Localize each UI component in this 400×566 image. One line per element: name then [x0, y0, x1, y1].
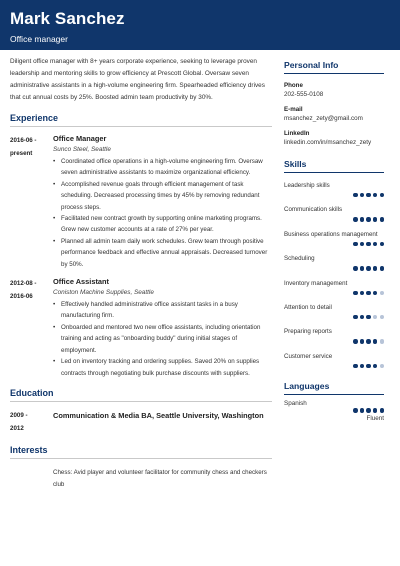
rating-dot-filled — [366, 242, 370, 246]
education-heading: Education — [10, 388, 272, 402]
skill-label: Attention to detail — [284, 303, 332, 311]
rating-dot-filled — [353, 364, 357, 368]
candidate-role: Office manager — [10, 34, 68, 44]
rating-dot-filled — [360, 339, 364, 343]
job-title: Office Manager — [53, 134, 107, 143]
rating-dot-filled — [380, 193, 384, 197]
rating-dot-filled — [373, 339, 377, 343]
email-label: E-mail — [284, 106, 303, 113]
skill-item — [284, 179, 384, 197]
rating-dots — [284, 408, 384, 412]
skill-item — [284, 252, 384, 270]
rating-dot-filled — [353, 291, 357, 295]
rating-dot-filled — [380, 217, 384, 221]
job-bullet: • Planned all admin team daily work schedules. Grew team through positive performance feedback and effective annual appraisals. Decreased turnover by 50%. — [53, 236, 272, 270]
rating-dot-filled — [366, 193, 370, 197]
job-title: Office Assistant — [53, 277, 109, 287]
education-entry — [10, 409, 272, 435]
language-level: Fluent — [366, 414, 384, 422]
sidebar-column — [284, 60, 384, 422]
education-date-from: 2009 - — [10, 411, 28, 419]
rating-dot-empty — [380, 291, 384, 295]
rating-dot-empty — [380, 339, 384, 343]
skill-label: Customer service — [284, 352, 333, 360]
summary-text: Diligent office manager with 8+ years corporate experience, seeking to leverage proven leadership and mentoring skills to grow efficiency at Prescott Global. Oversaw seven administrative assistants in a high-volume engineering firm. Spearheaded efficiency drives that cut annual costs by 25%. Boosted admin team productivity by 30%. — [10, 58, 265, 101]
rating-dot-empty — [380, 364, 384, 368]
skill-item — [284, 277, 384, 295]
skill-item — [284, 350, 384, 368]
job-date-from: 2012-08 - — [10, 280, 37, 288]
experience-list — [10, 134, 272, 379]
job-date-to: 2016-06 — [10, 293, 33, 301]
rating-dot-filled — [373, 364, 377, 368]
skill-item — [284, 203, 384, 221]
rating-dots — [284, 315, 384, 319]
rating-dot-filled — [353, 242, 357, 246]
job-bullet: • Onboarded and mentored two new office assistants, including orientation training and acting as "onboarding buddy" during initial stages of employment. — [53, 322, 272, 356]
rating-dots — [284, 266, 384, 270]
rating-dots — [284, 291, 384, 295]
linkedin-value: linkedin.com/in/msanchez_zety — [284, 139, 372, 146]
rating-dot-filled — [373, 193, 377, 197]
interests-text: Chess: Avid player and volunteer facilitator for community chess and checkers club — [53, 468, 267, 488]
rating-dot-filled — [360, 217, 364, 221]
rating-dot-filled — [373, 291, 377, 295]
job-bullet: • Effectively handled administrative office assistant tasks in a busy manufacturing firm. — [53, 299, 272, 322]
rating-dot-empty — [373, 315, 377, 319]
personal-info-heading: Personal Info — [284, 60, 384, 74]
skill-label: Inventory management — [284, 279, 348, 287]
job-bullets — [53, 299, 272, 379]
rating-dot-filled — [380, 266, 384, 270]
rating-dot-filled — [360, 408, 364, 412]
job-company: Sunco Steel, Seattle — [53, 146, 111, 153]
job-dates — [10, 277, 43, 379]
job-bullet: • Led on inventory tracking and ordering supplies. Saved 20% on supplies contracts through negotiating bulk purchase discounts with suppliers. — [53, 356, 272, 379]
job-date-to: present — [10, 150, 33, 157]
rating-dot-filled — [366, 364, 370, 368]
phone-label: Phone — [284, 82, 303, 89]
rating-dot-filled — [366, 217, 370, 221]
skill-label: Leadership skills — [284, 182, 330, 189]
skills-list — [284, 179, 384, 368]
rating-dot-filled — [353, 315, 357, 319]
job-body — [43, 134, 272, 270]
job-body — [43, 277, 272, 379]
job-bullet: • Coordinated office operations in a high-volume engineering firm. Oversaw seven administrative assistants to maximize organizational efficiency. — [53, 156, 272, 179]
rating-dots — [284, 242, 384, 246]
rating-dots — [284, 339, 384, 343]
job-company: Coniston Machine Supplies, Seattle — [53, 289, 154, 297]
skill-item — [284, 228, 384, 246]
rating-dot-filled — [360, 242, 364, 246]
rating-dot-filled — [373, 242, 377, 246]
rating-dot-filled — [360, 291, 364, 295]
rating-dot-filled — [360, 193, 364, 197]
languages-heading: Languages — [284, 381, 384, 395]
job-date-from: 2016-06 - — [10, 137, 37, 144]
main-column — [10, 56, 272, 491]
linkedin-label: LinkedIn — [284, 130, 310, 137]
resume-header — [0, 0, 400, 50]
job-bullet: • Facilitated new contract growth by supporting online marketing programs. Grew new customer accounts at a rate of 27% per year. — [53, 213, 272, 236]
language-name: Spanish — [284, 400, 307, 408]
experience-heading: Experience — [10, 113, 272, 127]
education-list — [10, 409, 272, 435]
rating-dots — [284, 217, 384, 221]
education-dates — [10, 409, 43, 435]
candidate-name: Mark Sanchez — [10, 9, 125, 28]
rating-dot-filled — [373, 266, 377, 270]
rating-dots — [284, 193, 384, 197]
skill-item — [284, 325, 384, 343]
languages-list — [284, 400, 384, 421]
rating-dot-filled — [353, 193, 357, 197]
skill-item — [284, 301, 384, 319]
experience-entry — [10, 277, 272, 379]
rating-dots — [284, 364, 384, 368]
language-item — [284, 400, 384, 421]
rating-dot-filled — [366, 266, 370, 270]
skill-label: Communication skills — [284, 206, 343, 214]
rating-dot-empty — [380, 315, 384, 319]
skill-label: Business operations management — [284, 230, 378, 238]
rating-dot-filled — [380, 242, 384, 246]
rating-dot-filled — [373, 217, 377, 221]
job-dates — [10, 134, 43, 270]
rating-dot-filled — [353, 408, 357, 412]
skills-heading: Skills — [284, 159, 384, 173]
rating-dot-filled — [366, 291, 370, 295]
rating-dot-filled — [380, 408, 384, 412]
education-degree: Communication & Media BA, Seattle University, Washington — [53, 410, 264, 420]
interests-heading: Interests — [10, 445, 272, 459]
rating-dot-filled — [353, 266, 357, 270]
rating-dot-filled — [366, 408, 370, 412]
rating-dot-filled — [366, 315, 370, 319]
rating-dot-filled — [366, 339, 370, 343]
job-bullet: • Accomplished revenue goals through efficient management of task scheduling. Decreased processing times by 45% by removing redundant process steps. — [53, 179, 272, 213]
skill-label: Scheduling — [284, 255, 315, 263]
education-date-to: 2012 — [10, 424, 24, 432]
job-bullets — [53, 156, 272, 270]
rating-dot-filled — [360, 364, 364, 368]
rating-dot-filled — [360, 315, 364, 319]
rating-dot-filled — [373, 408, 377, 412]
phone-value: 202-555-0108 — [284, 91, 324, 98]
experience-entry — [10, 134, 272, 270]
rating-dot-filled — [360, 266, 364, 270]
rating-dot-filled — [353, 339, 357, 343]
rating-dot-filled — [353, 217, 357, 221]
skill-label: Preparing reports — [284, 328, 332, 336]
email-value: msanchez_zety@gmail.com — [284, 115, 363, 122]
